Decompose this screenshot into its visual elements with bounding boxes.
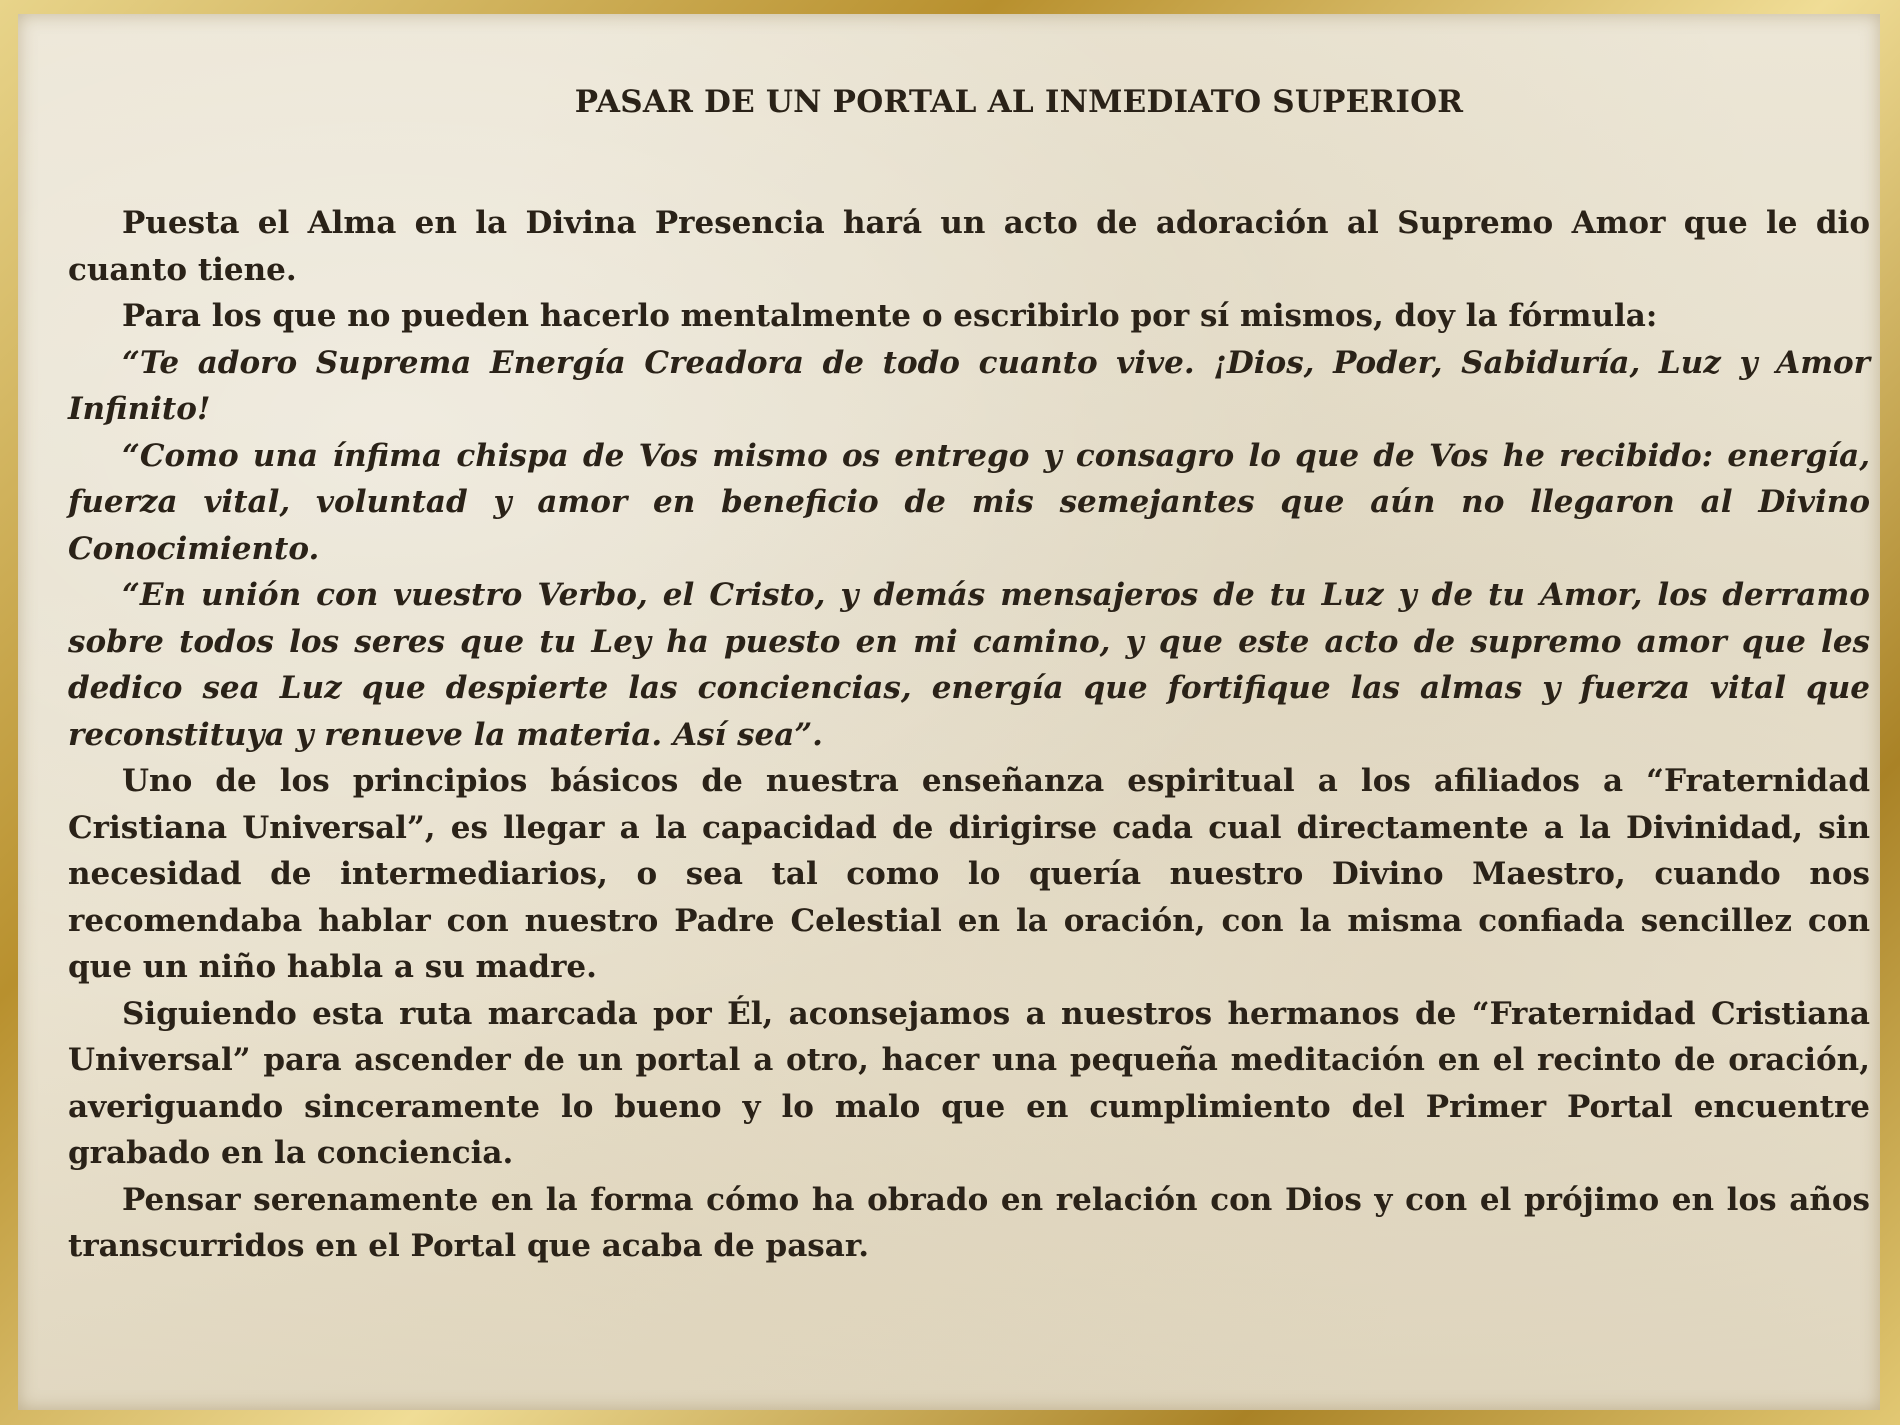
paragraph-6: Uno de los principios básicos de nuestra enseñanza espiritual a los afiliados a “Fraternidad Cristiana Universal”, es llegar a la capacidad de dirigirse cada cual directamente a la Divinidad, sin necesidad de intermediarios, o sea tal como lo quería nuestro Divino Maestro, cuando nos recomendaba hablar con nuestro Padre Celestial en la oración, con la misma confiada sencillez con que un niño habla a su madre. xyxy=(68,763,1870,985)
paragraph-8: Pensar serenamente en la forma cómo ha obrado en relación con Dios y con el prójimo en los años transcurridos en el Portal que acaba de pasar. xyxy=(68,1181,1870,1264)
prayer-paragraph-2: “Como una ínfima chispa de Vos mismo os entrego y consagro lo que de Vos he recibido: energía, fuerza vital, voluntad y amor en beneficio de mis semejantes que aún no llegaron al Divino Conocimiento. xyxy=(68,437,1870,567)
paragraph-7: Siguiendo esta ruta marcada por Él, aconsejamos a nuestros hermanos de “Fraternidad Cristiana Universal” para ascender de un portal a otro, hacer una pequeña meditación en el recinto de oración, averiguando sinceramente lo bueno y lo malo que en cumplimiento del Primer Portal encuentre grabado en la conciencia. xyxy=(68,995,1870,1171)
page-title: PASAR DE UN PORTAL AL INMEDIATO SUPERIOR xyxy=(574,84,1464,120)
prayer-paragraph-3: “En unión con vuestro Verbo, el Cristo, y demás mensajeros de tu Luz y de tu Amor, los derramo sobre todos los seres que tu Ley ha puesto en mi camino, y que este acto de supremo amor que les dedico sea Luz que despierte las conciencias, energía que fortifique las almas y fuerza vital que reconstituya y renueve la materia. Así sea”. xyxy=(68,577,1870,753)
document-body xyxy=(68,200,1870,1270)
document-content xyxy=(68,64,1870,1270)
paragraph-2: Para los que no pueden hacerlo mentalmente o escribirlo por sí mismos, doy la fórmula: xyxy=(122,298,1658,334)
paragraph-1: Puesta el Alma en la Divina Presencia hará un acto de adoración al Supremo Amor que le dio cuanto tiene. xyxy=(68,205,1870,288)
parchment-page xyxy=(18,14,1880,1410)
prayer-paragraph-1: “Te adoro Suprema Energía Creadora de todo cuanto vive. ¡Dios, Poder, Sabiduría, Luz y Amor Infinito! xyxy=(68,344,1870,427)
